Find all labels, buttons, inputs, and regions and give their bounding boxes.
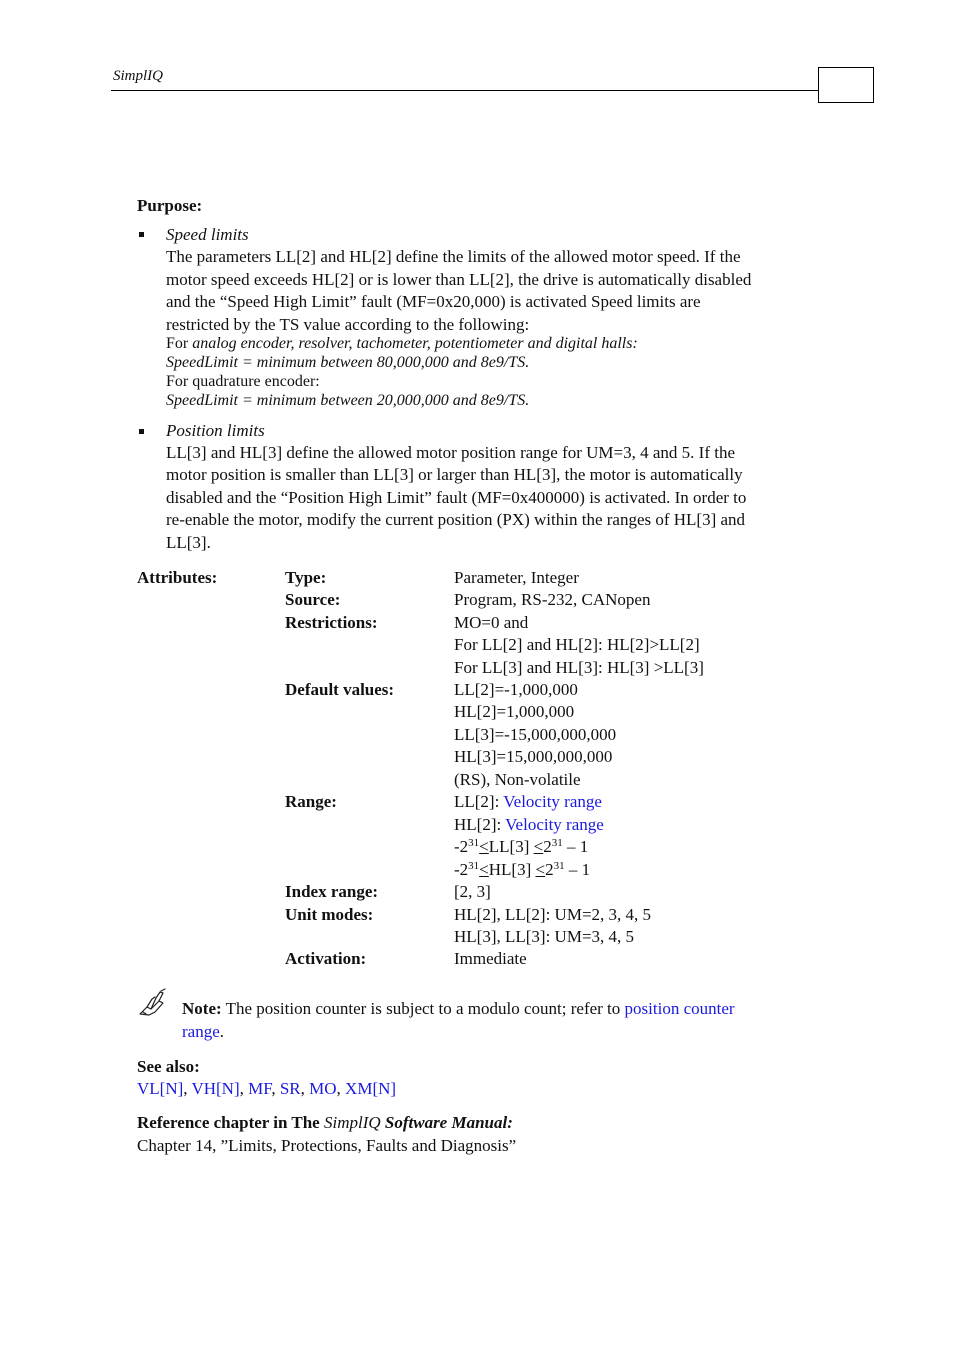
note-period: . — [219, 1022, 225, 1041]
see-also-link-mo[interactable]: MO — [309, 1079, 337, 1098]
range-tail: – 1 — [562, 837, 589, 856]
unit-modes-value-1: HL[2], LL[2]: UM=2, 3, 4, 5 — [454, 905, 652, 924]
position-line-3: disabled and the “Position High Limit” fault (MF=0x400000) is activated. In order to — [166, 488, 747, 507]
default-value-3: LL[3]=-15,000,000,000 — [454, 725, 617, 744]
range-ll3-name: LL[3] — [488, 837, 534, 856]
range-two: 2 — [543, 837, 552, 856]
default-value-5: (RS), Non-volatile — [454, 770, 581, 789]
speed-for-prefix: For — [166, 335, 193, 352]
range-le-sign: < — [479, 860, 489, 879]
see-also-link-vh[interactable]: VH[N] — [191, 1079, 240, 1098]
note-hand-icon — [137, 988, 169, 1018]
range-exponent: 31 — [468, 860, 480, 872]
position-line-2: motor position is smaller than LL[3] or larger than HL[3], the motor is automatically — [166, 465, 743, 484]
index-range-label: Index range: — [285, 882, 379, 901]
default-value-2: HL[2]=1,000,000 — [454, 702, 575, 721]
note-line-1 — [182, 999, 735, 1019]
attributes-heading: Attributes: — [137, 568, 218, 587]
see-also-sep: , — [271, 1079, 280, 1098]
restrictions-value-3: For LL[3] and HL[3]: HL[3] >LL[3] — [454, 658, 704, 677]
source-value: Program, RS-232, CANopen — [454, 590, 651, 609]
range-hl2-prefix: HL[2]: — [454, 815, 506, 834]
type-value: Parameter, Integer — [454, 568, 579, 587]
reference-suffix: Software Manual: — [380, 1113, 513, 1132]
speed-line-1: The parameters LL[2] and HL[2] define the limits of the allowed motor speed. If the — [166, 247, 741, 266]
position-limits-title: Position limits — [166, 421, 265, 440]
index-range-value: [2, 3] — [454, 882, 491, 901]
reference-chapter: Chapter 14, ”Limits, Protections, Faults and Diagnosis” — [137, 1136, 517, 1155]
note-text: The position counter is subject to a modulo count; refer to — [221, 999, 625, 1018]
range-two: 2 — [545, 860, 554, 879]
range-le-sign: < — [535, 860, 546, 879]
restrictions-value-2: For LL[2] and HL[2]: HL[2]>LL[2] — [454, 635, 700, 654]
range-le-sign: < — [533, 837, 544, 856]
range-tail: – 1 — [564, 860, 591, 879]
range-hl3-name: HL[3] — [488, 860, 536, 879]
range-ll2 — [454, 792, 602, 812]
header-rule — [111, 90, 819, 91]
see-also-heading: See also: — [137, 1057, 200, 1076]
speed-formula-1: SpeedLimit = minimum between 80,000,000 and 8e9/TS. — [166, 354, 530, 371]
note-label: Note: — [182, 999, 222, 1018]
restrictions-label: Restrictions: — [285, 613, 378, 632]
bullet-speed — [139, 232, 144, 237]
unit-modes-value-2: HL[3], LL[3]: UM=3, 4, 5 — [454, 927, 635, 946]
note-line-2 — [182, 1022, 224, 1042]
range-ll3 — [454, 837, 588, 857]
position-counter-range-link[interactable]: range — [182, 1022, 220, 1041]
unit-modes-label: Unit modes: — [285, 905, 374, 924]
range-hl3 — [454, 860, 590, 880]
speed-limits-title: Speed limits — [166, 225, 249, 244]
range-ll2-prefix: LL[2]: — [454, 792, 504, 811]
see-also-sep: , — [183, 1079, 192, 1098]
activation-label: Activation: — [285, 949, 367, 968]
see-also-link-vl[interactable]: VL[N] — [137, 1079, 184, 1098]
bullet-position — [139, 429, 144, 434]
range-minus-two: -2 — [454, 837, 469, 856]
range-exponent: 31 — [468, 837, 480, 849]
speed-line-3: and the “Speed High Limit” fault (MF=0x20,000) is activated Speed limits are — [166, 292, 701, 311]
range-label: Range: — [285, 792, 337, 811]
defaults-label: Default values: — [285, 680, 395, 699]
see-also-link-mf[interactable]: MF — [248, 1079, 272, 1098]
range-minus-two: -2 — [454, 860, 469, 879]
page-number-box — [818, 67, 874, 103]
position-line-4: re-enable the motor, modify the current position (PX) within the ranges of HL[3] and — [166, 510, 746, 529]
see-also-sep: , — [300, 1079, 310, 1098]
speed-for-line — [166, 335, 638, 353]
type-label: Type: — [285, 568, 327, 587]
reference-brand: SimplIQ — [323, 1113, 381, 1132]
reference-prefix: Reference chapter in The — [137, 1113, 324, 1132]
velocity-range-link[interactable]: Velocity range — [503, 792, 602, 811]
see-also-link-xm[interactable]: XM[N] — [345, 1079, 397, 1098]
speed-quad-label: For quadrature encoder: — [166, 373, 320, 390]
default-value-1: LL[2]=-1,000,000 — [454, 680, 578, 699]
velocity-range-link[interactable]: Velocity range — [505, 815, 604, 834]
source-label: Source: — [285, 590, 341, 609]
restrictions-value-1: MO=0 and — [454, 613, 529, 632]
see-also-sep: , — [239, 1079, 249, 1098]
range-le-sign: < — [479, 837, 489, 856]
see-also-sep: , — [336, 1079, 346, 1098]
speed-for-devices: analog encoder, resolver, tachometer, potentiometer and digital halls: — [192, 335, 638, 352]
speed-formula-2: SpeedLimit = minimum between 20,000,000 and 8e9/TS. — [166, 392, 530, 409]
speed-line-2: motor speed exceeds HL[2] or is lower than LL[2], the drive is automatically disabled — [166, 270, 752, 289]
purpose-heading: Purpose: — [137, 196, 203, 215]
header-title: SimplIQ — [113, 68, 163, 84]
see-also-link-sr[interactable]: SR — [279, 1079, 301, 1098]
default-value-4: HL[3]=15,000,000,000 — [454, 747, 613, 766]
see-also-links — [137, 1079, 396, 1099]
position-line-5: LL[3]. — [166, 533, 211, 552]
range-hl2 — [454, 815, 604, 835]
position-counter-link[interactable]: position counter — [624, 999, 735, 1018]
activation-value: Immediate — [454, 949, 527, 968]
reference-heading — [137, 1113, 513, 1133]
position-line-1: LL[3] and HL[3] define the allowed motor position range for UM=3, 4 and 5. If the — [166, 443, 736, 462]
speed-line-4: restricted by the TS value according to the following: — [166, 315, 530, 334]
range-exponent: 31 — [553, 860, 565, 872]
range-exponent: 31 — [551, 837, 563, 849]
